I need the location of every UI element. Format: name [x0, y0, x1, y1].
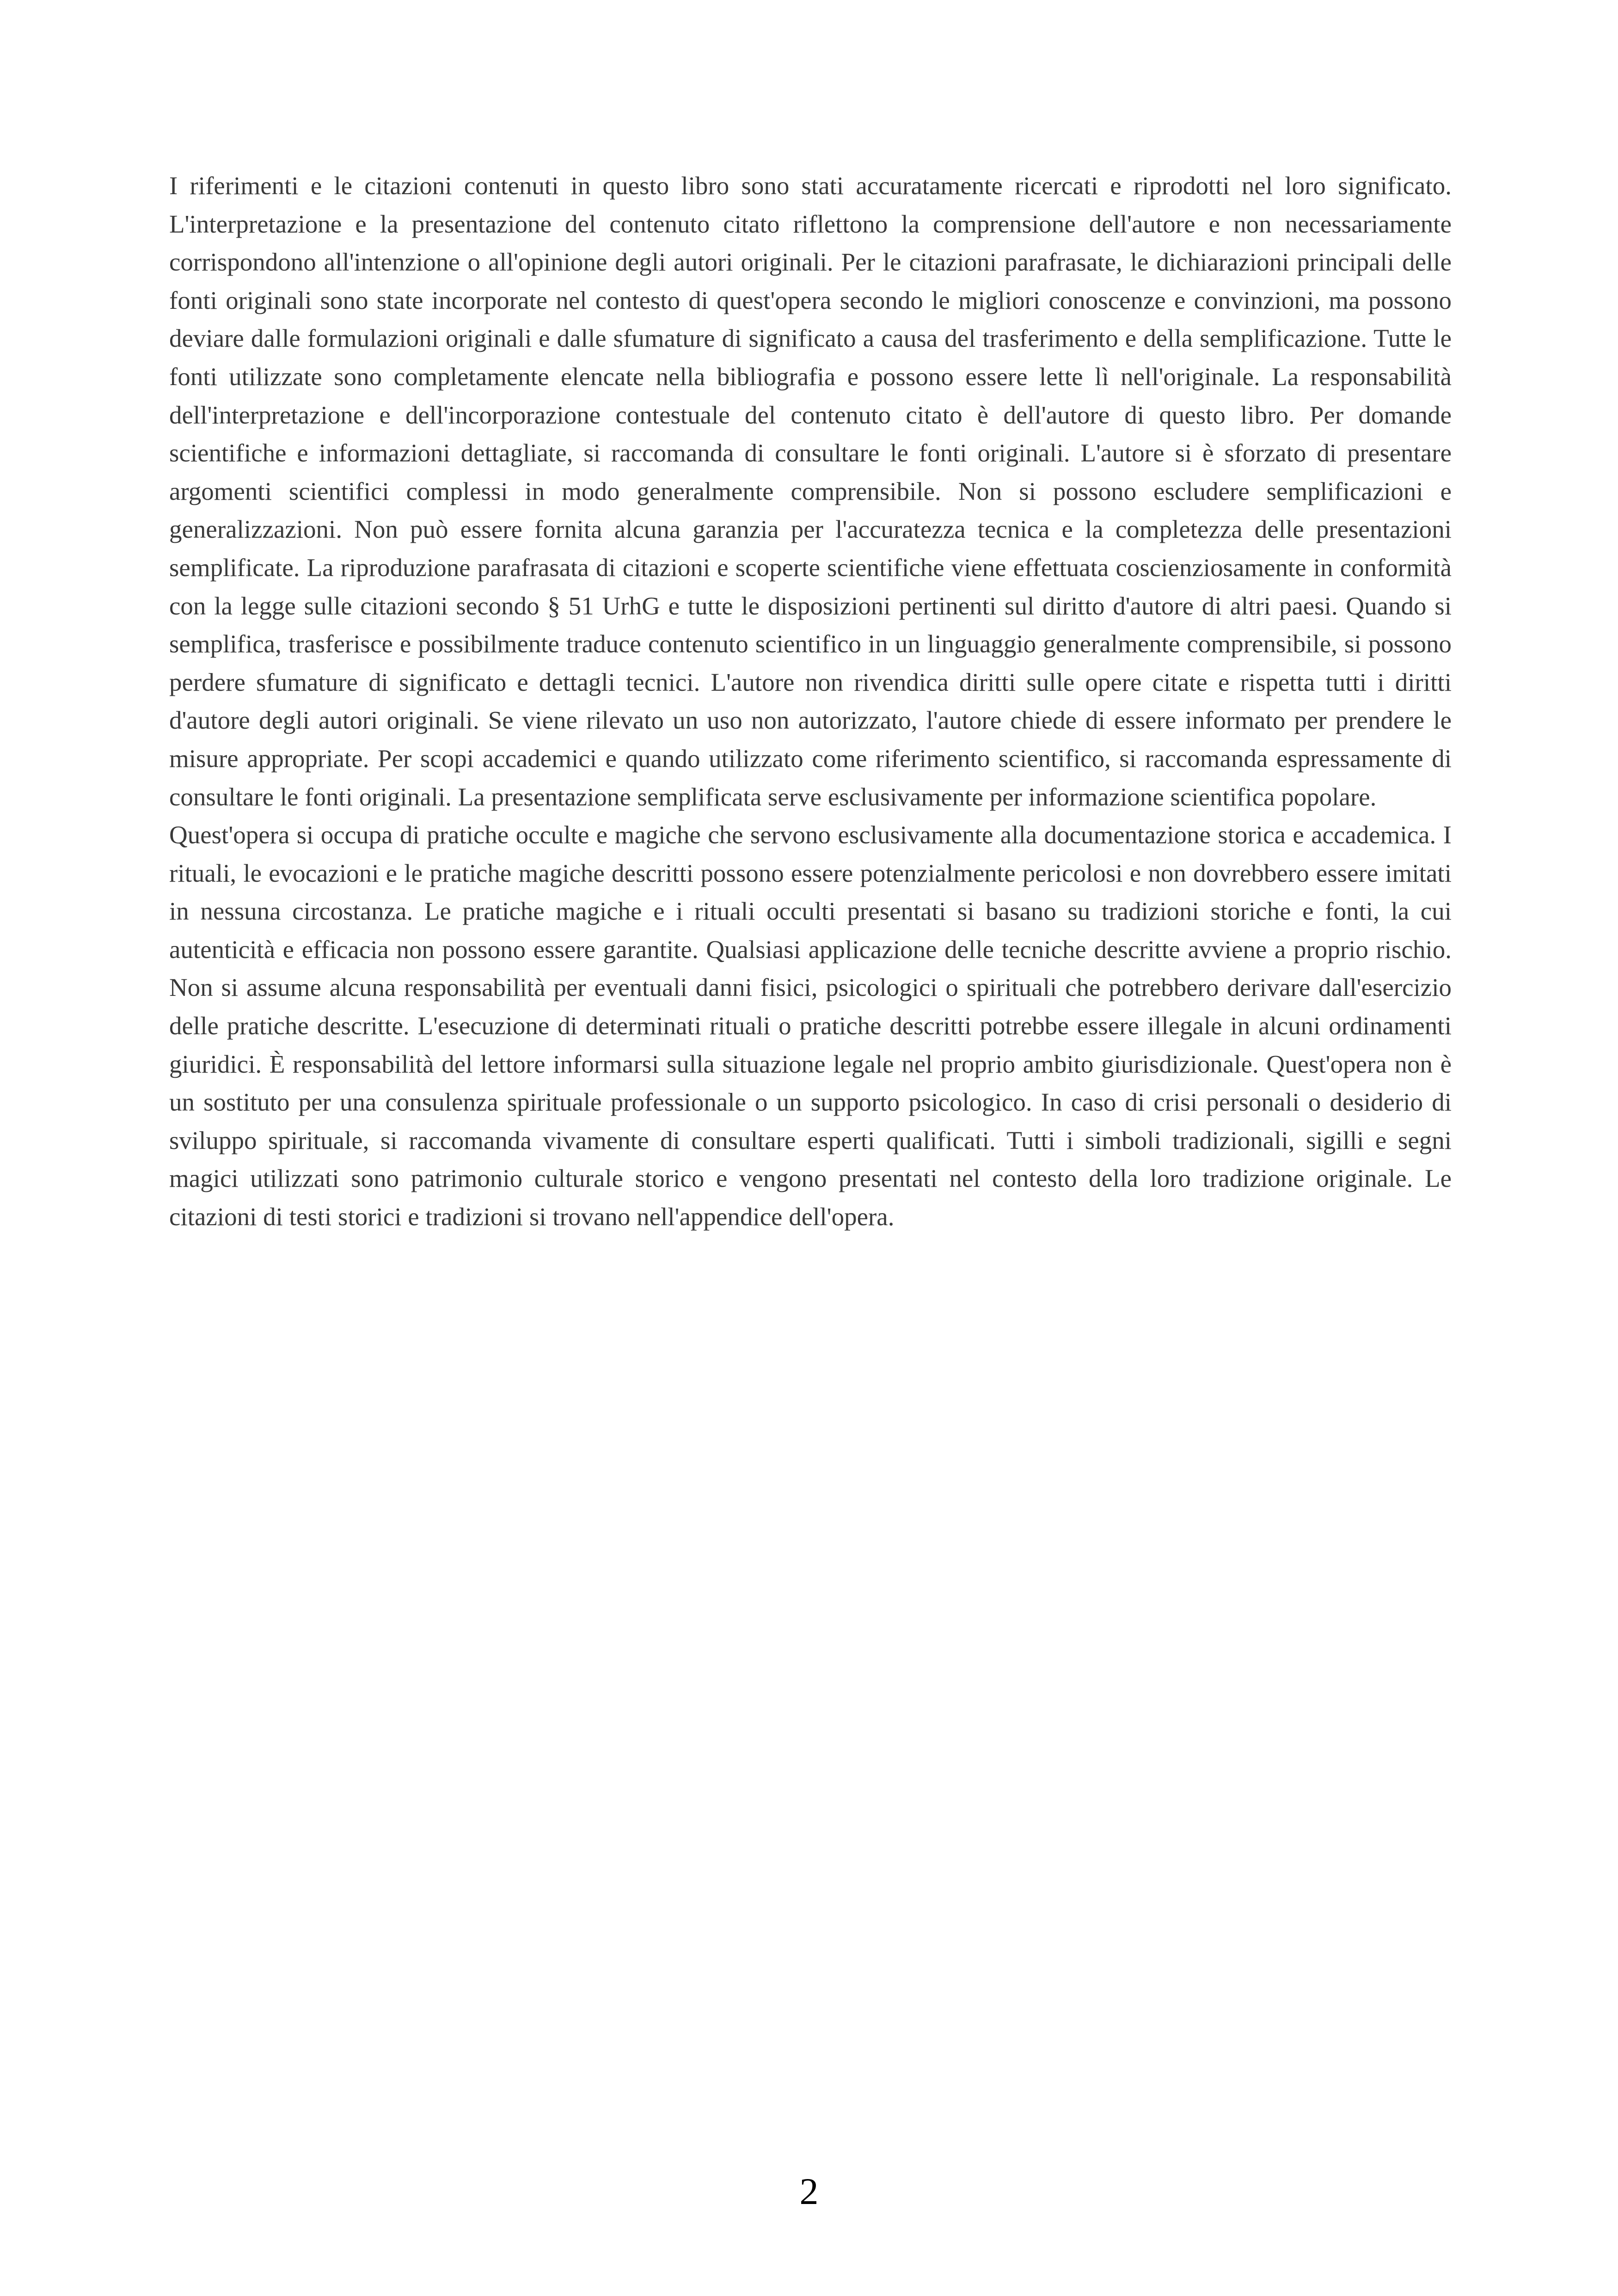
body-text [169, 167, 1452, 1236]
paragraph-disclaimer-citations: I riferimenti e le citazioni contenuti in questo libro sono stati accuratamente ricercati e riprodotti nel loro significato. L'interpretazione e la presentazione del contenuto citato riflettono la comprensione dell'autore e non necessariamente corrispondono all'intenzione o all'opinione degli autori originali. Per le citazioni parafrasate, le dichiarazioni principali delle fonti originali sono state incorporate nel contesto di quest'opera secondo le migliori conoscenze e convinzioni, ma possono deviare dalle formulazioni originali e dalle sfumature di significato a causa del trasferimento e della semplificazione. Tutte le fonti utilizzate sono completamente elencate nella bibliografia e possono essere lette lì nell'originale. La responsabilità dell'interpretazione e dell'incorporazione contestuale del contenuto citato è dell'autore di questo libro. Per domande scientifiche e informazioni dettagliate, si raccomanda di consultare le fonti originali. L'autore si è sforzato di presentare argomenti scientifici complessi in modo generalmente comprensibile. Non si possono escludere semplificazioni e generalizzazioni. Non può essere fornita alcuna garanzia per l'accuratezza tecnica e la completezza delle presentazioni semplificate. La riproduzione parafrasata di citazioni e scoperte scientifiche viene effettuata coscienziosamente in conformità con la legge sulle citazioni secondo § 51 UrhG e tutte le disposizioni pertinenti sul diritto d'autore di altri paesi. Quando si semplifica, trasferisce e possibilmente traduce contenuto scientifico in un linguaggio generalmente comprensibile, si possono perdere sfumature di significato e dettagli tecnici. L'autore non rivendica diritti sulle opere citate e rispetta tutti i diritti d'autore degli autori originali. Se viene rilevato un uso non autorizzato, l'autore chiede di essere informato per prendere le misure appropriate. Per scopi accademici e quando utilizzato come riferimento scientifico, si raccomanda espressamente di consultare le fonti originali. La presentazione semplificata serve esclusivamente per informazione scientifica popolare. [169, 172, 1452, 811]
paragraph-disclaimer-occult: Quest'opera si occupa di pratiche occulte e magiche che servono esclusivamente alla documentazione storica e accademica. I rituali, le evocazioni e le pratiche magiche descritti possono essere potenzialmente pericolosi e non dovrebbero essere imitati in nessuna circostanza. Le pratiche magiche e i rituali occulti presentati si basano su tradizioni storiche e fonti, la cui autenticità e efficacia non possono essere garantite. Qualsiasi applicazione delle tecniche descritte avviene a proprio rischio. Non si assume alcuna responsabilità per eventuali danni fisici, psicologici o spirituali che potrebbero derivare dall'esercizio delle pratiche descritte. L'esecuzione di determinati rituali o pratiche descritti potrebbe essere illegale in alcuni ordinamenti giuridici. È responsabilità del lettore informarsi sulla situazione legale nel proprio ambito giurisdizionale. Quest'opera non è un sostituto per una consulenza spirituale professionale o un supporto psicologico. In caso di crisi personali o desiderio di sviluppo spirituale, si raccomanda vivamente di consultare esperti qualificati. Tutti i simboli tradizionali, sigilli e segni magici utilizzati sono patrimonio culturale storico e vengono presentati nel contesto della loro tradizione originale. Le citazioni di testi storici e tradizioni si trovano nell'appendice dell'opera. [169, 821, 1452, 1231]
page-number: 2 [799, 2170, 819, 2212]
